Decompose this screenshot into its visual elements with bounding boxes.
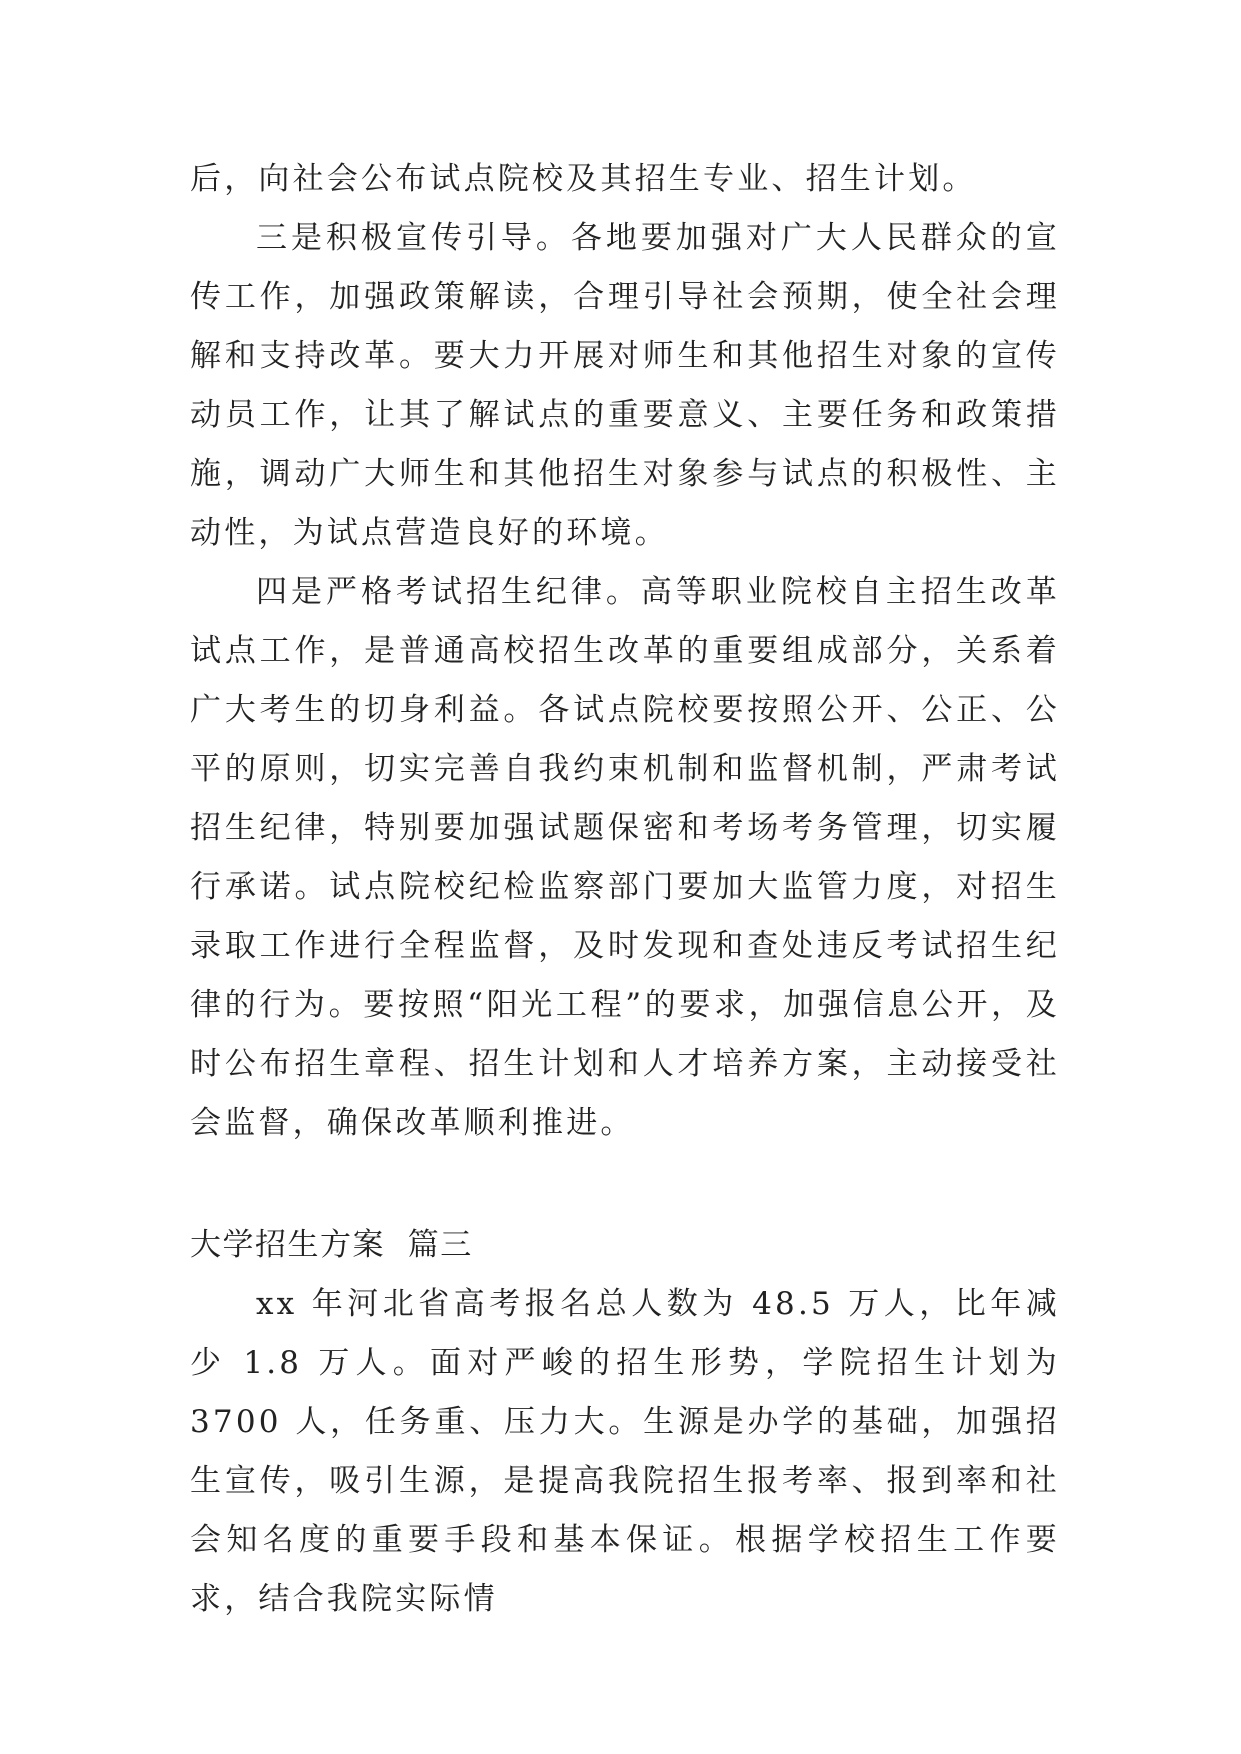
paragraph-discipline: 四是严格考试招生纪律。高等职业院校自主招生改革试点工作，是普通高校招生改革的重要组成部分，关系着广大考生的切身利益。各试点院校要按照公开、公正、公平的原则，切实完善自我约束机制和监督机制，严肃考试招生纪律，特别要加强试题保密和考场考务管理，切实履行承诺。试点院校纪检监察部门要加大监管力度，对招生录取工作进行全程监督，及时发现和查处违反考试招生纪律的行为。要按照“阳光工程”的要求，加强信息公开，及时公布招生章程、招生计划和人才培养方案，主动接受社会监督，确保改革顺利推进。 <box>190 574 1060 1141</box>
paragraph-hebei-enrollment: xx 年河北省高考报名总人数为 48.5 万人，比年减少 1.8 万人。面对严峻的招生形势，学院招生计划为 3700 人，任务重、压力大。生源是办学的基础，加强招生宣传，吸引生源，是提高我院招生报考率、报到率和社会知名度的重要手段和基本保证。根据学校招生工作要求，结合我院实际情 <box>190 1286 1060 1617</box>
section-heading: 大学招生方案 篇三 <box>190 1227 473 1263</box>
paragraph-continuation: 后，向社会公布试点院校及其招生专业、招生计划。 <box>190 161 977 197</box>
document-body <box>190 150 1060 1629</box>
paragraph-publicity: 三是积极宣传引导。各地要加强对广大人民群众的宣传工作，加强政策解读，合理引导社会预期，使全社会理解和支持改革。要大力开展对师生和其他招生对象的宣传动员工作，让其了解试点的重要意义、主要任务和政策措施，调动广大师生和其他招生对象参与试点的积极性、主动性，为试点营造良好的环境。 <box>190 220 1060 551</box>
